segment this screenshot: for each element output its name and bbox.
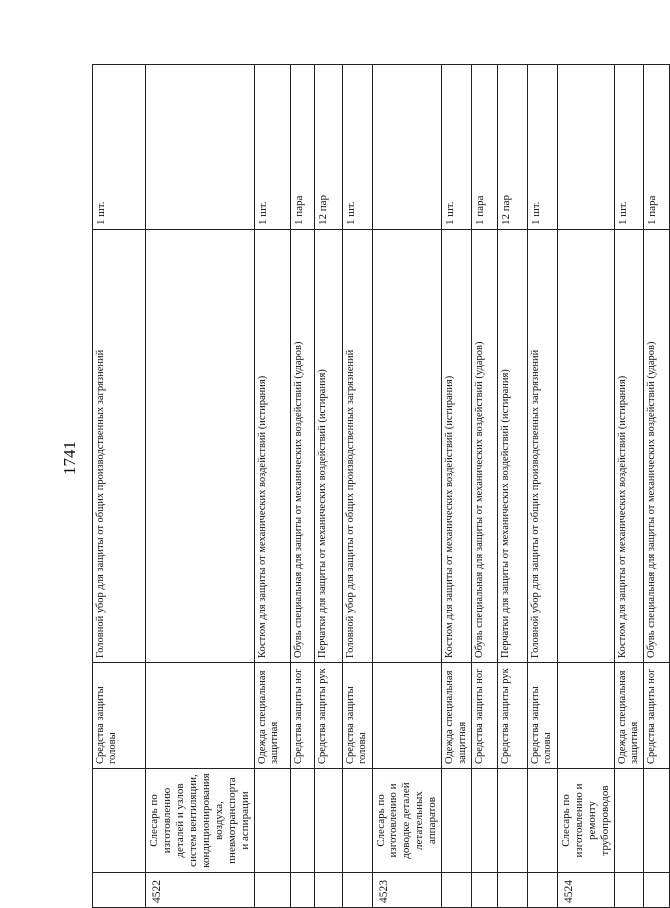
category-cell: Средства защиты рук bbox=[314, 663, 342, 769]
table-row bbox=[442, 65, 472, 908]
item-cell: Перчатки для защиты от механических воздействий (истирания) bbox=[498, 230, 528, 663]
ppe-norms-table bbox=[92, 64, 670, 908]
category-cell: Средства защиты головы bbox=[93, 663, 146, 769]
page-number: 1741 bbox=[60, 441, 79, 475]
profession-cell bbox=[498, 769, 528, 873]
item-cell: Головной убор для защиты от общих производственных загрязнений bbox=[93, 230, 146, 663]
code-cell bbox=[254, 873, 290, 908]
table-row bbox=[372, 65, 442, 908]
profession-cell bbox=[254, 769, 290, 873]
profession-cell: Слесарь по изготовлению и доводке деталей летательных аппаратов bbox=[372, 769, 442, 873]
profession-cell bbox=[614, 769, 644, 873]
item-cell: Костюм для защиты от механических воздействий (истирания) bbox=[254, 230, 290, 663]
code-cell bbox=[93, 873, 146, 908]
table-row bbox=[290, 65, 314, 908]
quantity-cell bbox=[372, 65, 442, 230]
table-body bbox=[93, 65, 670, 908]
item-cell: Перчатки для защиты от механических воздействий (истирания) bbox=[314, 230, 342, 663]
code-cell bbox=[498, 873, 528, 908]
table-row bbox=[472, 65, 498, 908]
item-cell: Обувь специальная для защиты от механических воздействий (ударов) bbox=[644, 230, 670, 663]
code-cell: 4524 bbox=[557, 873, 614, 908]
item-cell bbox=[146, 230, 255, 663]
quantity-cell bbox=[557, 65, 614, 230]
code-cell bbox=[614, 873, 644, 908]
item-cell bbox=[372, 230, 442, 663]
profession-cell bbox=[644, 769, 670, 873]
quantity-cell bbox=[146, 65, 255, 230]
profession-cell bbox=[290, 769, 314, 873]
item-cell: Головной убор для защиты от общих производственных загрязнений bbox=[528, 230, 558, 663]
table-row bbox=[557, 65, 614, 908]
item-cell: Костюм для защиты от механических воздействий (истирания) bbox=[442, 230, 472, 663]
rotated-table-container bbox=[92, 65, 659, 908]
category-cell: Средства защиты головы bbox=[342, 663, 372, 769]
profession-cell bbox=[472, 769, 498, 873]
quantity-cell: 12 пар bbox=[498, 65, 528, 230]
profession-cell bbox=[528, 769, 558, 873]
profession-cell: Слесарь по изготовлению и ремонту трубопроводов bbox=[557, 769, 614, 873]
quantity-cell: 1 пара bbox=[644, 65, 670, 230]
quantity-cell: 1 шт. bbox=[93, 65, 146, 230]
item-cell bbox=[557, 230, 614, 663]
code-cell bbox=[442, 873, 472, 908]
item-cell: Костюм для защиты от механических воздействий (истирания) bbox=[614, 230, 644, 663]
quantity-cell: 1 пара bbox=[472, 65, 498, 230]
item-cell: Обувь специальная для защиты от механических воздействий (ударов) bbox=[472, 230, 498, 663]
code-cell bbox=[290, 873, 314, 908]
table-row bbox=[146, 65, 255, 908]
table-row bbox=[342, 65, 372, 908]
category-cell bbox=[557, 663, 614, 769]
item-cell: Обувь специальная для защиты от механических воздействий (ударов) bbox=[290, 230, 314, 663]
quantity-cell: 1 шт. bbox=[442, 65, 472, 230]
table-row bbox=[93, 65, 146, 908]
code-cell: 4523 bbox=[372, 873, 442, 908]
item-cell: Головной убор для защиты от общих производственных загрязнений bbox=[342, 230, 372, 663]
quantity-cell: 1 шт. bbox=[342, 65, 372, 230]
category-cell: Средства защиты ног bbox=[644, 663, 670, 769]
quantity-cell: 1 шт. bbox=[254, 65, 290, 230]
quantity-cell: 1 пара bbox=[290, 65, 314, 230]
code-cell bbox=[644, 873, 670, 908]
quantity-cell: 1 шт. bbox=[614, 65, 644, 230]
profession-cell bbox=[442, 769, 472, 873]
code-cell bbox=[342, 873, 372, 908]
category-cell: Средства защиты рук bbox=[498, 663, 528, 769]
table-row bbox=[314, 65, 342, 908]
category-cell: Одежда специальная защитная bbox=[254, 663, 290, 769]
category-cell bbox=[146, 663, 255, 769]
category-cell: Одежда специальная защитная bbox=[442, 663, 472, 769]
category-cell: Средства защиты головы bbox=[528, 663, 558, 769]
category-cell: Средства защиты ног bbox=[290, 663, 314, 769]
table-row bbox=[254, 65, 290, 908]
code-cell bbox=[528, 873, 558, 908]
quantity-cell: 12 пар bbox=[314, 65, 342, 230]
category-cell: Одежда специальная защитная bbox=[614, 663, 644, 769]
table-row bbox=[644, 65, 670, 908]
quantity-cell: 1 шт. bbox=[528, 65, 558, 230]
table-row bbox=[614, 65, 644, 908]
code-cell bbox=[314, 873, 342, 908]
table-row bbox=[528, 65, 558, 908]
code-cell: 4522 bbox=[146, 873, 255, 908]
profession-cell: Слесарь по изготовлению деталей и узлов систем вентиляции, кондиционирования воздуха, пневмотранспорта и аспирации bbox=[146, 769, 255, 873]
profession-cell bbox=[314, 769, 342, 873]
category-cell: Средства защиты ног bbox=[472, 663, 498, 769]
code-cell bbox=[472, 873, 498, 908]
profession-cell bbox=[93, 769, 146, 873]
table-row bbox=[498, 65, 528, 908]
category-cell bbox=[372, 663, 442, 769]
profession-cell bbox=[342, 769, 372, 873]
